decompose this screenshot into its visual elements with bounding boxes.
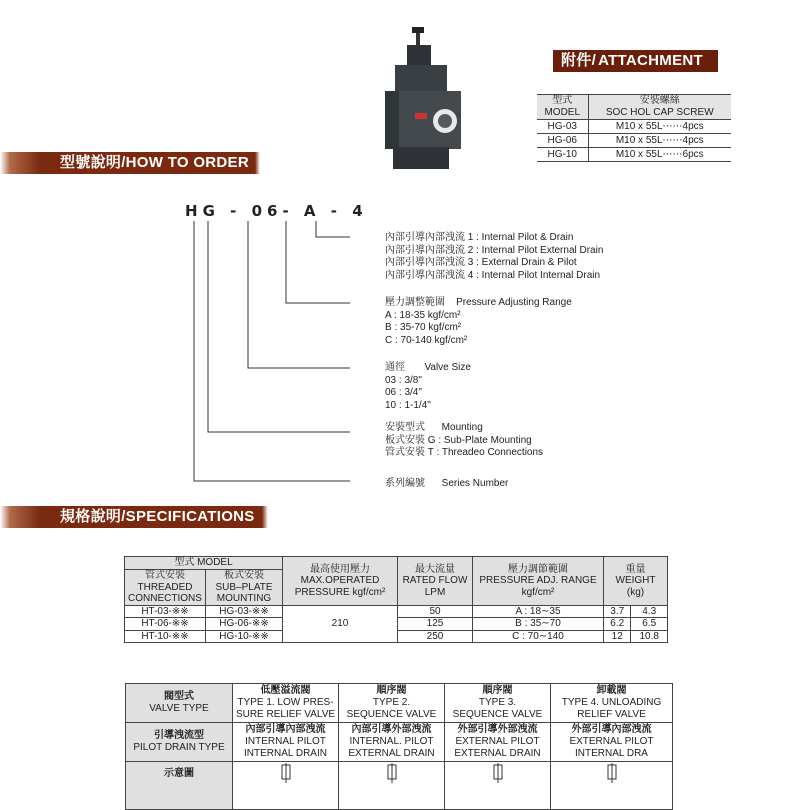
spec-subplate: HG-03-※※ xyxy=(206,605,283,618)
att-model: HG-10 xyxy=(537,148,588,162)
spec-hd-model: 型式 MODEL xyxy=(125,557,283,570)
spec-hd-subplate: 板式安裝 SUB–PLATE MOUNTING xyxy=(206,570,283,606)
vt-diagram xyxy=(233,762,339,810)
valve-product-image xyxy=(375,25,465,175)
spec-threaded: HT-10-※※ xyxy=(125,630,206,643)
spec-hd-weight: 重量 WEIGHT (kg) xyxy=(604,557,668,606)
spec-maxp: 210 xyxy=(283,605,398,643)
spec-w2: 6.5 xyxy=(631,618,668,631)
vt-type: 順序閥 TYPE 2. SEQUENCE VALVE xyxy=(339,684,445,723)
spec-subplate: HG-06-※※ xyxy=(206,618,283,631)
order-title-zh: 型號說明 xyxy=(60,154,122,171)
att-screw: M10 x 55L⋯⋯6pcs xyxy=(588,148,731,162)
vt-hd-valve-type: 閥型式 VALVE TYPE xyxy=(126,684,233,723)
vt-drain: 外部引導外部洩流 EXTERNAL PILOT EXTERNAL DRAIN xyxy=(445,723,551,762)
order-title-en: HOW TO ORDER xyxy=(125,154,249,171)
size-desc: 通徑 Valve Size 03 : 3/8" 06 : 3/4" 10 : 1-1/4" xyxy=(385,362,471,411)
vt-type: 順序閥 TYPE 3. SEQUENCE VALVE xyxy=(445,684,551,723)
specifications-table xyxy=(124,556,668,643)
mounting-desc: 安裝型式 Mounting 板式安裝 G : Sub-Plate Mounting 管式安裝 T : Threadeo Connections xyxy=(385,422,544,458)
vt-hd-diagram: 示意圖 xyxy=(126,762,233,810)
vt-type: 低壓溢流閥 TYPE 1. LOW PRES- SURE RELIEF VALVE xyxy=(233,684,339,723)
spec-range: B : 35∼70 xyxy=(473,618,604,631)
valve-symbol-icon xyxy=(382,763,402,783)
how-to-order-banner: 型號說明/HOW TO ORDER xyxy=(0,152,260,174)
spec-flow: 250 xyxy=(398,630,473,643)
type-desc: 內部引導內部洩流 1 : Internal Pilot & Drain 內部引導內部洩流 2 : Internal Pilot External Drain 內部引導內部洩流 3 : External Drain & Pilot 內部引導內部洩流 4 : Internal Pilot Internal Drain xyxy=(385,232,604,281)
valve-symbol-icon xyxy=(488,763,508,783)
att-hd-model: 型式 MODEL xyxy=(537,95,588,120)
valve-type-table xyxy=(125,683,673,810)
spec-w1: 12 xyxy=(604,630,631,643)
valve-symbol-icon xyxy=(276,763,296,783)
spec-hd-flow: 最大流量 RATED FLOW LPM xyxy=(398,557,473,606)
order-bracket-lines xyxy=(180,215,380,495)
pressure-desc: 壓力調整範圍 Pressure Adjusting Range A : 18-35 kgf/cm² B : 35-70 kgf/cm² C : 70-140 kgf/cm² xyxy=(385,297,572,346)
spec-w2: 4.3 xyxy=(631,605,668,618)
spec-w2: 10.8 xyxy=(631,630,668,643)
spec-title-en: SPECIFICATIONS xyxy=(125,508,255,525)
valve-symbol-icon xyxy=(602,763,622,783)
spec-flow: 125 xyxy=(398,618,473,631)
spec-title-zh: 規格說明 xyxy=(60,508,122,525)
order-code: HG - 06- A - 4 xyxy=(185,202,368,220)
spec-hd-maxp: 最高使用壓力 MAX.OPERATED PRESSURE kgf/cm² xyxy=(283,557,398,606)
vt-hd-drain-type: 引導洩流型 PILOT DRAIN TYPE xyxy=(126,723,233,762)
spec-subplate: HG-10-※※ xyxy=(206,630,283,643)
series-desc: 系列編號 Series Number xyxy=(385,478,509,489)
attachment-table xyxy=(537,94,731,162)
att-screw: M10 x 55L⋯⋯4pcs xyxy=(588,120,731,134)
spec-hd-range: 壓力調節範圍 PRESSURE ADJ. RANGE kgf/cm² xyxy=(473,557,604,606)
vt-type: 卸載閥 TYPE 4. UNLOADING RELIEF VALVE xyxy=(551,684,673,723)
spec-threaded: HT-06-※※ xyxy=(125,618,206,631)
spec-hd-threaded: 管式安裝 THREADED CONNECTIONS xyxy=(125,570,206,606)
spec-w1: 3.7 xyxy=(604,605,631,618)
attachment-banner: 附件/ ATTACHMENT xyxy=(553,50,718,72)
vt-drain: 內部引導外部洩流 INTERNAL. PILOT EXTERNAL DRAIN xyxy=(339,723,445,762)
specifications-banner: 規格說明/SPECIFICATIONS xyxy=(0,506,268,528)
vt-drain: 外部引導內部洩流 EXTERNAL PILOT INTERNAL DRA xyxy=(551,723,673,762)
vt-diagram xyxy=(445,762,551,810)
spec-range: C : 70∼140 xyxy=(473,630,604,643)
spec-threaded: HT-03-※※ xyxy=(125,605,206,618)
vt-diagram xyxy=(339,762,445,810)
spec-flow: 50 xyxy=(398,605,473,618)
spec-w1: 6.2 xyxy=(604,618,631,631)
att-screw: M10 x 55L⋯⋯4pcs xyxy=(588,134,731,148)
attachment-title-zh: 附件 xyxy=(561,52,592,69)
att-hd-screw: 安裝螺絲 SOC HOL CAP SCREW xyxy=(588,95,731,120)
att-model: HG-06 xyxy=(537,134,588,148)
att-model: HG-03 xyxy=(537,120,588,134)
vt-drain: 內部引導內部洩流 INTERNAL PILOT INTERNAL DRAIN xyxy=(233,723,339,762)
spec-range: A : 18∼35 xyxy=(473,605,604,618)
attachment-title-en: ATTACHMENT xyxy=(598,52,704,69)
vt-diagram xyxy=(551,762,673,810)
